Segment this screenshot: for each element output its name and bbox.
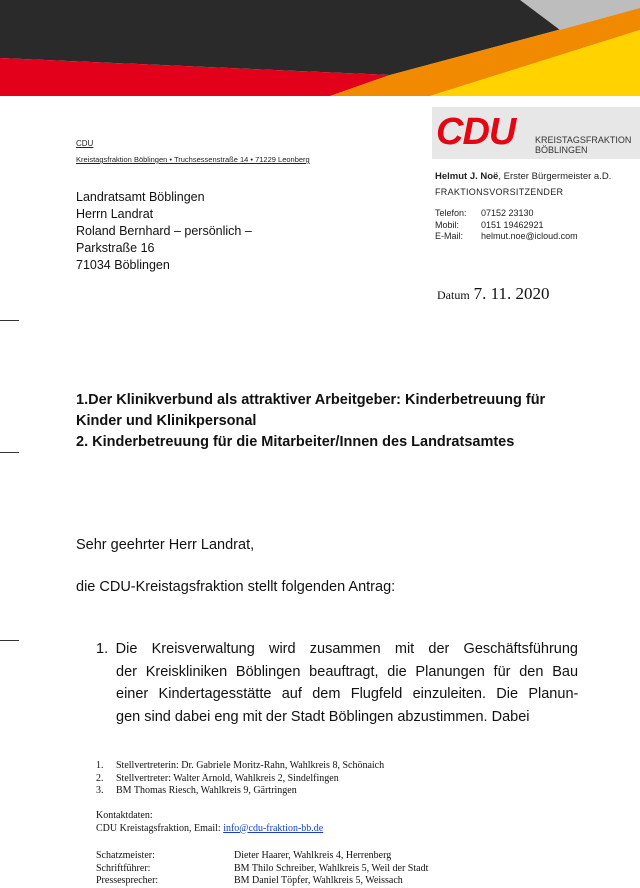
letter-subject — [76, 390, 586, 453]
contact-row-mobile — [435, 220, 578, 232]
date-value: 7. 11. 2020 — [473, 284, 550, 303]
fold-mark — [0, 320, 19, 321]
item-text: Die Kreisverwaltung wird zusammen mit der Geschäftsführung — [115, 641, 578, 657]
deputy-row — [96, 785, 384, 798]
officer-role: Schatzmeister: — [96, 850, 155, 861]
logo-subtitle-line2: BÖBLINGEN — [535, 145, 588, 155]
chairman-role: FRAKTIONSVORSITZENDER — [435, 187, 564, 197]
sender-party: CDU — [76, 139, 94, 148]
contact-block — [96, 810, 323, 835]
deputies-list — [96, 760, 384, 798]
item-line — [96, 661, 578, 684]
deputy-row — [96, 773, 384, 786]
item-text: der Kreiskliniken Böblingen beauftragt, die Planungen für den Bau — [116, 663, 579, 680]
fold-mark — [0, 452, 19, 453]
item-line — [96, 683, 578, 706]
item-number: 1. — [96, 641, 109, 657]
sender-address: Kreistagsfraktion Böblingen • Truchsessenstraße 14 • 71229 Leonberg — [76, 155, 310, 164]
contact-label: E-Mail: — [435, 231, 464, 241]
deputy-text: Stellvertreter: Walter Arnold, Wahlkreis 2, Sindelfingen — [116, 772, 339, 784]
contact-row-email — [435, 231, 578, 243]
cdu-logo: CDU — [436, 111, 516, 153]
flag-banner — [0, 0, 640, 96]
contact-value: 0151 19462921 — [481, 219, 544, 230]
letter-date — [437, 284, 550, 304]
chairman-contacts — [435, 208, 578, 243]
logo-subtitle-line1: KREISTAGSFRAKTION — [535, 135, 632, 145]
deputy-text: BM Thomas Riesch, Wahlkreis 9, Gärtringen — [116, 785, 297, 796]
contact-email-link[interactable]: info@cdu-fraktion-bb.de — [223, 822, 324, 834]
officer-name: BM Daniel Töpfer, Wahlkreis 5, Weissach — [234, 875, 403, 886]
deputy-number: 3. — [96, 785, 104, 796]
deputy-number: 2. — [96, 772, 104, 784]
contact-label: Telefon: — [435, 208, 467, 218]
salutation: Sehr geehrter Herr Landrat, — [76, 537, 255, 553]
deputy-number: 1. — [96, 760, 104, 771]
contact-line-text: CDU Kreistagsfraktion, Email: — [96, 822, 224, 834]
intro-text: die CDU-Kreistagsfraktion stellt folgenden Antrag: — [76, 579, 396, 595]
recipient-line: Parkstraße 16 — [76, 241, 155, 255]
subject-line: Kinder und Klinikpersonal — [76, 413, 257, 429]
officers-list — [96, 850, 428, 888]
fold-mark — [0, 640, 19, 641]
deputy-row — [96, 760, 384, 773]
officer-role: Pressesprecher: — [96, 875, 159, 886]
item-line — [96, 706, 578, 729]
chairman-title: , Erster Bürgermeister a.D. — [498, 171, 612, 182]
chairman-name — [435, 171, 611, 182]
deputy-text: Stellvertreterin: Dr. Gabriele Moritz-Rahn, Wahlkreis 8, Schönaich — [116, 760, 385, 771]
recipient-line: Landratsamt Böblingen — [76, 190, 205, 204]
contact-heading: Kontaktdaten: — [96, 810, 153, 821]
contact-value: 07152 23130 — [481, 208, 534, 218]
request-item-1 — [96, 638, 578, 728]
recipient-line: 71034 Böblingen — [76, 258, 170, 272]
contact-line — [96, 823, 323, 836]
chairman-name-bold: Helmut J. Noë — [435, 171, 499, 182]
item-text: einer Kindertagesstätte auf dem Flugfeld einzuleiten. Die Planun- — [116, 686, 579, 702]
subject-line: 2. Kinderbetreuung für die Mitarbeiter/Innen des Landratsamtes — [76, 434, 515, 450]
officer-row — [96, 850, 428, 863]
recipient-line: Roland Bernhard – persönlich – — [76, 224, 252, 238]
contact-value: helmut.noe@icloud.com — [481, 231, 578, 241]
date-label: Datum — [437, 288, 470, 302]
officer-name: Dieter Haarer, Wahlkreis 4, Herrenberg — [234, 850, 392, 861]
recipient-line: Herrn Landrat — [76, 207, 154, 221]
officer-name: BM Thilo Schreiber, Wahlkreis 5, Weil der Stadt — [234, 862, 429, 874]
officer-role: Schriftführer: — [96, 862, 151, 874]
item-line — [96, 638, 578, 661]
logo-subtitle — [535, 135, 631, 155]
officer-row — [96, 875, 428, 888]
contact-row-phone — [435, 208, 578, 220]
subject-line: 1.Der Klinikverbund als attraktiver Arbeitgeber: Kinderbetreuung für — [76, 392, 546, 408]
recipient-address — [76, 189, 252, 274]
officer-row — [96, 863, 428, 876]
item-text: gen sind dabei eng mit der Stadt Böblingen abzustimmen. Dabei — [116, 708, 530, 725]
contact-label: Mobil: — [435, 219, 460, 230]
